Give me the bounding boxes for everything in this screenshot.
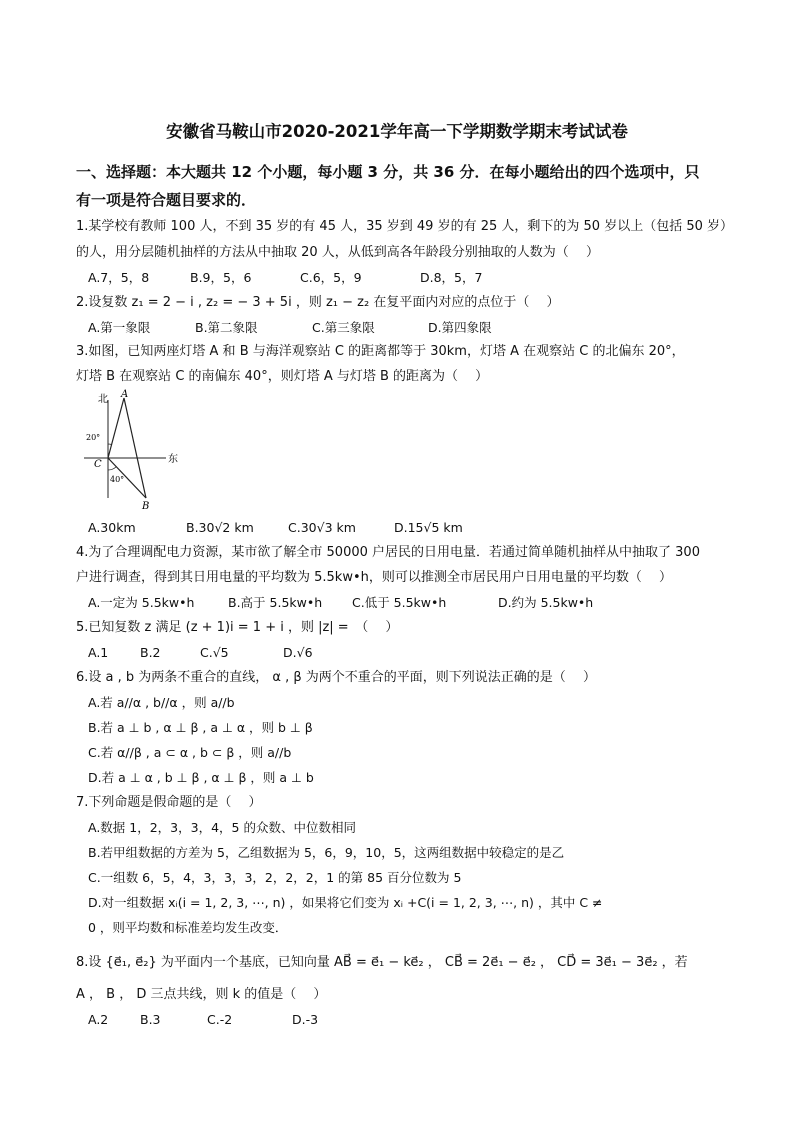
angle-arc-40 <box>108 467 116 470</box>
q1-option-b: B.9，5，6 <box>190 270 252 285</box>
q6-stem-line-1: 6.设 a , b 为两条不重合的直线， α , β 为两个不重合的平面，则下列说法正确的是（ ） <box>76 670 596 685</box>
q4-stem-line-1: 4.为了合理调配电力资源，某市欲了解全市 50000 户居民的日用电量．若通过简单随机抽样从中抽取了 300 <box>76 545 700 560</box>
q6-option-c: C.若 α//β , a ⊂ α , b ⊂ β ，则 a//b <box>88 745 292 760</box>
point-b-label: B <box>142 501 150 512</box>
q2-option-c: C.第三象限 <box>312 320 375 335</box>
q3-option-d: D.15√5 km <box>394 520 463 535</box>
q3-option-b: B.30√2 km <box>186 520 254 535</box>
segment-ab <box>124 398 146 498</box>
q8-option-d: D.-3 <box>292 1012 319 1027</box>
q1-option-a: A.7，5，8 <box>88 270 150 285</box>
q6-option-b: B.若 a ⊥ b , α ⊥ β , a ⊥ α ，则 b ⊥ β <box>88 720 313 735</box>
q7-option-d-continued: 0 ，则平均数和标准差均发生改变． <box>88 920 288 935</box>
q3-option-c: C.30√3 km <box>288 520 356 535</box>
q1-stem-line-2: 的人，用分层随机抽样的方法从中抽取 20 人，从低到高各年龄段分别抽取的人数为（ ） <box>76 245 599 260</box>
q6-option-a: A.若 a//α , b//α ，则 a//b <box>88 695 235 710</box>
q2-option-a: A.第一象限 <box>88 320 151 335</box>
q3-stem-line-1: 3.如图，已知两座灯塔 A 和 B 与海洋观察站 C 的距离都等于 30km，灯塔 A 在观察站 C 的北偏东 20°， <box>76 344 685 359</box>
page-title: 安徽省马鞍山市2020-2021学年高一下学期数学期末考试试卷 <box>166 122 628 141</box>
segment-ca <box>108 398 124 458</box>
q4-option-b: B.高于 5.5kw•h <box>228 595 323 610</box>
section-heading-line-1: 一、选择题：本大题共 12 个小题，每小题 3 分，共 36 分．在每小题给出的四个选项中，只 <box>76 163 700 181</box>
q4-option-d: D.约为 5.5kw•h <box>498 595 594 610</box>
q8-stem-line-2: A ， B ， D 三点共线，则 k 的值是（ ） <box>76 987 327 1002</box>
q3-stem-line-2: 灯塔 B 在观察站 C 的南偏东 40°，则灯塔 A 与灯塔 B 的距离为（ ） <box>76 369 489 384</box>
q5-option-d: D.√6 <box>283 645 313 660</box>
q2-stem-line-1: 2.设复数 z₁ = 2 − i , z₂ = − 3 + 5i ，则 z₁ − z₂ 在复平面内对应的点位于（ ） <box>76 295 560 310</box>
q4-option-c: C.低于 5.5kw•h <box>352 595 447 610</box>
q8-option-c: C.-2 <box>207 1012 233 1027</box>
q5-option-b: B.2 <box>140 645 161 660</box>
q4-stem-line-2: 户进行调查，得到其日用电量的平均数为 5.5kw•h，则可以推测全市居民用户日用电量的平均数（ ） <box>76 570 673 585</box>
q5-option-c: C.√5 <box>200 645 229 660</box>
lighthouse-diagram <box>80 388 190 513</box>
angle-arc-20 <box>108 444 112 445</box>
angle-40-label: 40° <box>110 475 125 484</box>
q7-option-c: C.一组数 6，5，4，3，3，3，2，2，2，1 的第 85 百分位数为 5 <box>88 870 462 885</box>
q2-option-b: B.第二象限 <box>195 320 258 335</box>
q5-stem-line-1: 5.已知复数 z 满足 (z + 1)i = 1 + i ，则 |z| = （ ） <box>76 620 399 635</box>
q5-option-a: A.1 <box>88 645 109 660</box>
angle-20-label: 20° <box>86 433 101 442</box>
q8-option-a: A.2 <box>88 1012 109 1027</box>
point-c-label: C <box>94 459 102 470</box>
east-label: 东 <box>168 454 178 465</box>
q1-stem-line-1: 1.某学校有教师 100 人，不到 35 岁的有 45 人，35 岁到 49 岁的有 25 人，剩下的为 50 岁以上（包括 50 岁） <box>76 219 733 234</box>
q6-option-d: D.若 a ⊥ α , b ⊥ β , α ⊥ β ，则 a ⊥ b <box>88 770 314 785</box>
section-heading-line-2: 有一项是符合题目要求的． <box>76 191 257 209</box>
q2-option-d: D.第四象限 <box>428 320 492 335</box>
q7-option-d: D.对一组数据 xᵢ(i = 1, 2, 3, ⋯, n) ，如果将它们变为 xᵢ +C(i = 1, 2, 3, ⋯, n) ，其中 C ≠ <box>88 895 603 910</box>
q7-option-b: B.若甲组数据的方差为 5，乙组数据为 5，6，9，10，5，这两组数据中较稳定的是乙 <box>88 845 565 860</box>
q7-option-a: A.数据 1，2，3，3，4，5 的众数、中位数相同 <box>88 820 356 835</box>
q4-option-a: A.一定为 5.5kw•h <box>88 595 195 610</box>
point-a-label: A <box>121 389 129 400</box>
north-label: 北 <box>98 394 108 405</box>
q8-stem-line-1: 8.设 {e⃗₁, e⃗₂} 为平面内一个基底，已知向量 AB⃗ = e⃗₁ − ke⃗₂ ， CB⃗ = 2e⃗₁ − e⃗₂ ， CD⃗ = 3e⃗₁ − 3e⃗₂ ，若 <box>76 955 688 970</box>
section-heading <box>76 158 726 214</box>
q8-option-b: B.3 <box>140 1012 161 1027</box>
q1-option-c: C.6，5，9 <box>300 270 362 285</box>
q7-stem-line-1: 7.下列命题是假命题的是（ ） <box>76 795 262 810</box>
q1-option-d: D.8，5，7 <box>420 270 483 285</box>
q3-option-a: A.30km <box>88 520 136 535</box>
